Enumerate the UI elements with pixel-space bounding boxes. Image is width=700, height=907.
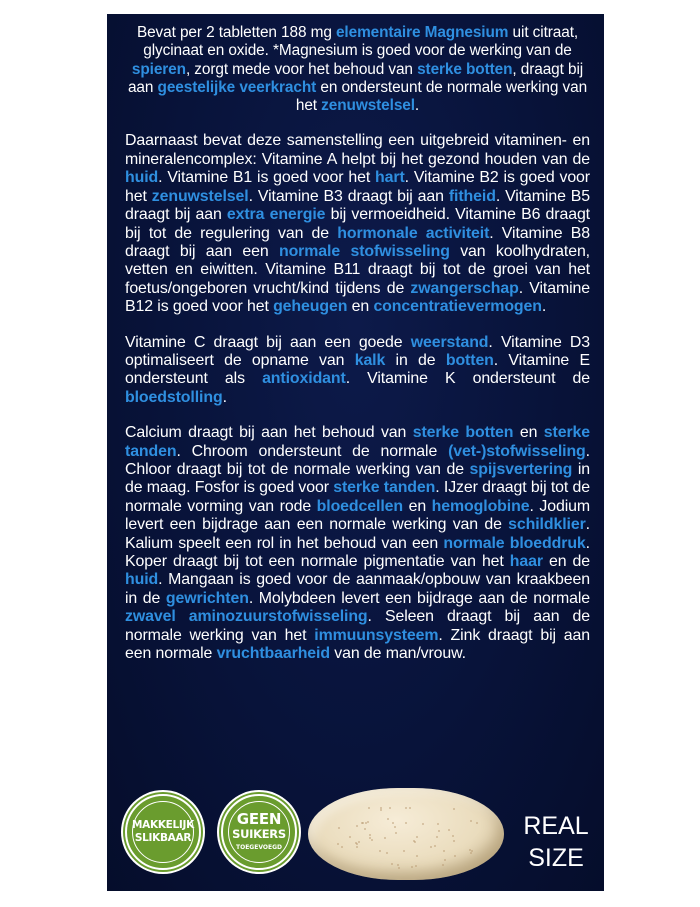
highlight-term: spijsvertering [469,460,573,478]
highlight-term: sterke tanden [333,479,436,497]
highlight-term: bloedcellen [316,497,403,515]
highlight-term: zwavel aminozuurstofwisseling [125,608,368,626]
highlight-term: sterke tanden [125,424,591,460]
no-sugar-line3: TOEGEVOEGD [236,844,282,851]
highlight-term: zenuwstelsel [151,187,249,205]
highlight-term: kalk [354,351,386,369]
highlight-term: normale bloeddruk [443,534,586,552]
highlight-term: hart [375,169,405,187]
highlight-term: spieren [131,60,186,78]
no-sugar-line2: SUIKERS [232,827,286,841]
highlight-term: weerstand [410,333,489,351]
highlight-term: hormonale activiteit [337,224,490,242]
highlight-term: geheugen [273,298,348,316]
easy-swallow-line2: SLIKBAAR [134,832,192,844]
highlight-term: zenuwstelsel [321,97,415,115]
highlight-term: bloedstolling [125,388,223,406]
real-size-line1: REAL [523,812,589,840]
highlight-term: haar [509,553,543,571]
highlight-term: sterke botten [412,424,514,442]
ingredient-text [125,24,590,680]
highlight-term: geestelijke veerkracht [157,78,317,96]
badges-row [107,782,604,882]
real-size-label [521,810,591,874]
highlight-term: schildklier [508,516,586,534]
vitamins-paragraph: Daarnaast bevat deze samenstelling een uitgebreid vitaminen- en mineralencomplex: Vitamine A helpt bij het gezond houden van de huid. Vitamine B1 is goed voor het hart. Vitamine B2 is goed voor het zenuwstelsel. Vitamine B3 draagt bij aan fitheid. Vitamine B5 draagt bij aan extra energie bij vermoeidheid. Vitamine B6 draagt bij tot de regulering van de hormonale activiteit. Vitamine B8 draagt bij aan een normale stofwisseling van koolhydraten, vetten en eiwitten. Vitamine B11 draagt bij tot de groei van het foetus/ongeboren vrucht/kind tijdens de zwangerschap. Vitamine B12 is goed voor het geheugen en concentratievermogen. [125,132,590,316]
highlight-term: concentratievermogen [373,298,542,316]
highlight-term: normale stofwisseling [278,242,450,260]
highlight-term: huid [125,169,159,187]
highlight-term: sterke botten [417,60,513,78]
highlight-term: gewrichten [165,589,249,607]
highlight-term: extra energie [226,206,326,224]
magnesium-paragraph: Bevat per 2 tabletten 188 mg elementaire Magnesium uit citraat, glycinaat en oxide. *Magnesium is goed voor de werking van de spieren, zorgt mede voor het behoud van sterke botten, draagt bij aan geestelijke veerkracht en ondersteunt de normale werking van het zenuwstelsel. [127,24,588,115]
easy-swallow-line1: MAKKELIJK [132,819,194,831]
highlight-term: hemoglobine [431,497,530,515]
easy-swallow-badge [121,790,205,874]
product-info-panel [107,14,604,891]
highlight-term: huid [125,571,159,589]
tablet-image [308,788,504,880]
highlight-term: elementaire Magnesium [335,24,509,41]
vitamins-cdek-paragraph: Vitamine C draagt bij aan een goede weerstand. Vitamine D3 optimaliseert de opname van kalk in de botten. Vitamine E ondersteunt als antioxidant. Vitamine K ondersteunt de bloedstolling. [125,333,590,406]
highlight-term: zwangerschap [410,279,519,297]
highlight-term: fitheid [448,187,496,205]
highlight-term: (vet-)stofwisseling [448,442,586,460]
highlight-term: antioxidant [262,370,346,388]
real-size-line2: SIZE [528,844,584,872]
no-sugar-badge [217,790,301,874]
highlight-term: immuunsysteem [314,626,439,644]
highlight-term: vruchtbaarheid [216,645,330,663]
highlight-term: botten [445,351,494,369]
minerals-paragraph: Calcium draagt bij aan het behoud van sterke botten en sterke tanden. Chroom ondersteunt de normale (vet-)stofwisseling. Chloor draagt bij tot de normale werking van de spijsvertering in de maag. Fosfor is goed voor sterke tanden. IJzer draagt bij tot de normale vorming van rode bloedcellen en hemoglobine. Jodium levert een bijdrage aan een normale werking van de schildklier. Kalium speelt een rol in het behoud van een normale bloeddruk. Koper draagt bij tot een normale pigmentatie van het haar en de huid. Mangaan is goed voor de aanmaak/opbouw van kraakbeen in de gewrichten. Molybdeen levert een bijdrage aan de normale zwavel aminozuurstofwisseling. Seleen draagt bij aan de normale werking van het immuunsysteem. Zink draagt bij aan een normale vruchtbaarheid van de man/vrouw. [125,424,591,663]
no-sugar-line1: GEEN [236,810,282,828]
